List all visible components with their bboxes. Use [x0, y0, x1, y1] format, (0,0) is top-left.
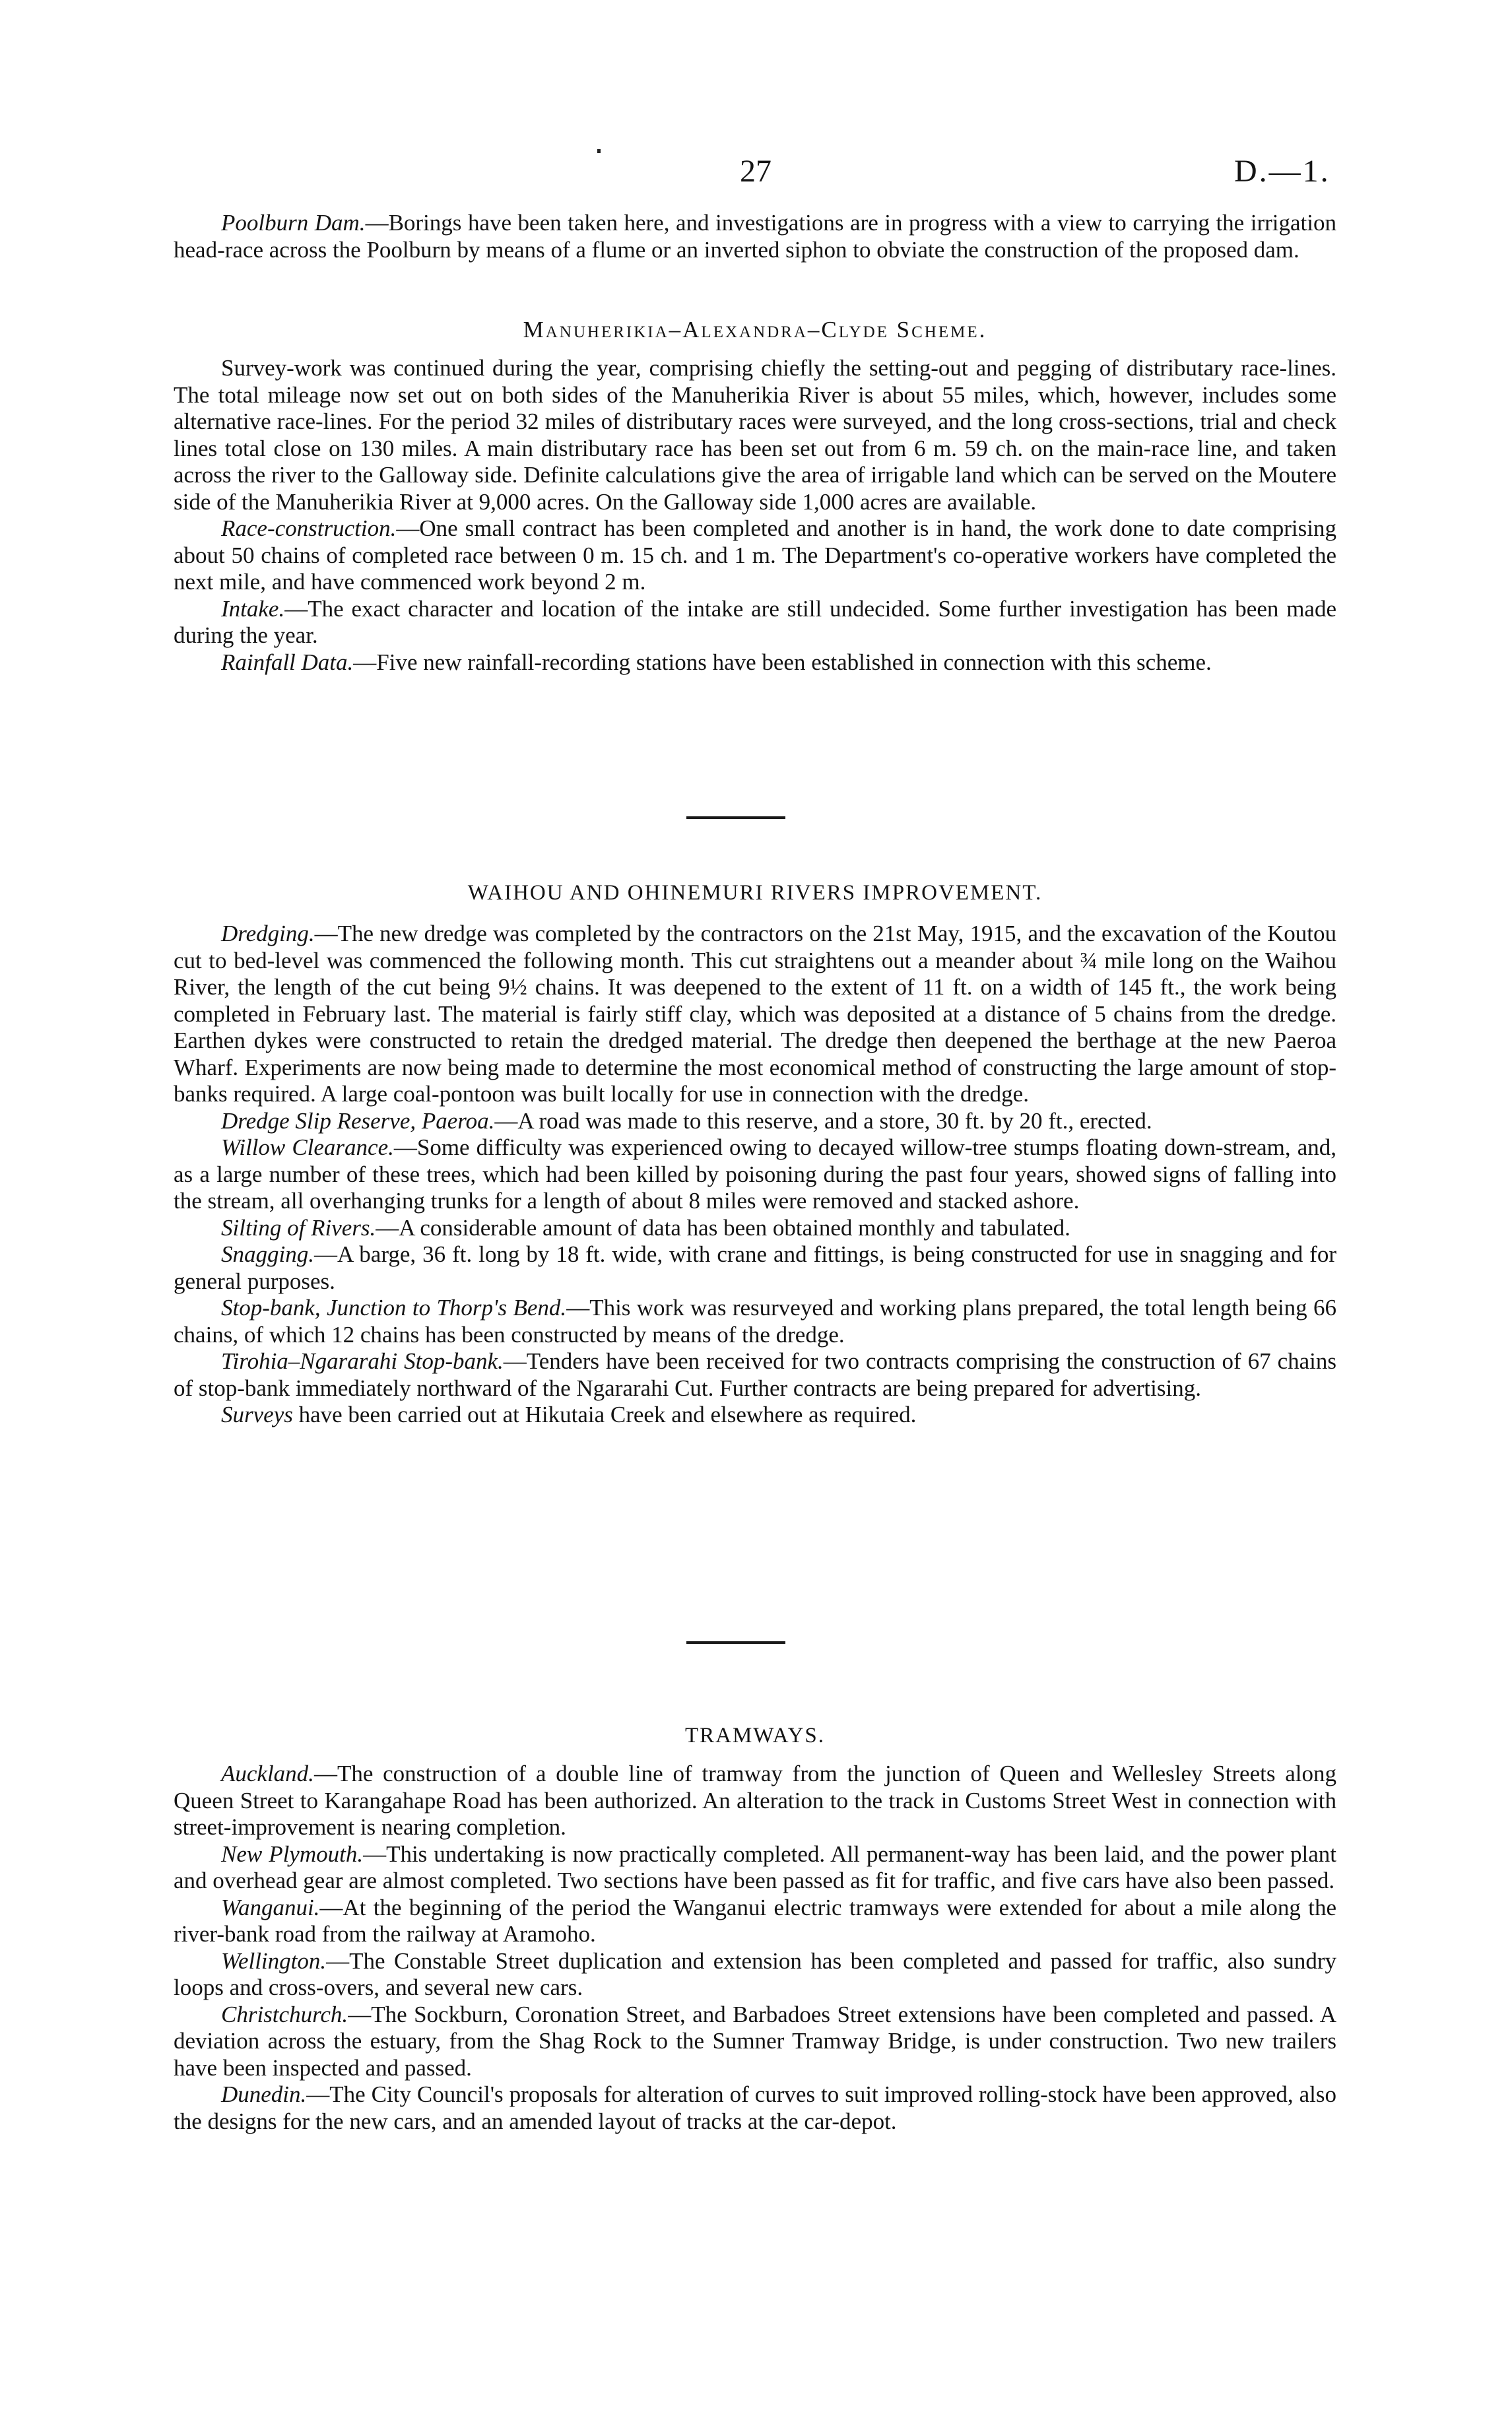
paragraph-auckland: Auckland.—The construction of a double line of tramway from the junction of Queen and Wellesley Streets along Queen Street to Karangahape Road has been authorized. An alteration to the track in Customs Street West in connection with street-improvement is nearing completion. — [174, 1761, 1336, 1840]
paragraph-wanganui: Wanganui.—At the beginning of the period the Wanganui electric tramways were extended for about a mile along the river-bank road from the railway at Aramoho. — [174, 1894, 1336, 1947]
paragraph-silting: Silting of Rivers.—A considerable amount of data has been obtained monthly and tabulated. — [221, 1214, 1070, 1241]
tramways-section — [174, 1761, 1336, 2135]
section-divider — [686, 816, 785, 819]
manuherikia-section — [174, 355, 1336, 676]
poolburn-section — [174, 210, 1336, 263]
page-number: 27 — [740, 154, 772, 189]
paragraph-dunedin: Dunedin.—The City Council's proposals for alteration of curves to suit improved rolling-stock have been approved, also the designs for the new cars, and an amended layout of tracks at the car-depot. — [174, 2081, 1336, 2134]
waihou-section — [174, 921, 1336, 1429]
paragraph-slip-reserve: Dredge Slip Reserve, Paeroa.—A road was made to this reserve, and a store, 30 ft. by 20 ft., erected. — [221, 1107, 1152, 1134]
paragraph-christchurch: Christchurch.—The Sockburn, Coronation Street, and Barbadoes Street extensions have been completed and passed. A deviation across the estuary, from the Shag Rock to the Sumner Tramway Bridge, is under construction. Two new trailers have been inspected and passed. — [174, 2001, 1336, 2081]
paragraph-survey-work: Survey-work was continued during the year, comprising chiefly the setting-out and pegging of distributary race-lines. The total mileage now set out on both sides of the Manuherikia River is about 55 miles, which, however, includes some alternative race-lines. For the period 32 miles of distributary races were surveyed, and the long cross-sections, trial and check lines total close on 130 miles. A main distributary race has been set out from 6 m. 59 ch. on the main-race line, and taken across the river to the Galloway side. Definite calculations give the area of irrigable land which can be served on the Moutere side of the Manuherikia River at 9,000 acres. On the Galloway side 1,000 acres are available. — [174, 355, 1336, 515]
paragraph-intake: Intake.—The exact character and location of the intake are still undecided. Some further investigation has been made during the year. — [174, 595, 1336, 648]
paragraph-dredging: Dredging.—The new dredge was completed by the contractors on the 21st May, 1915, and the excavation of the Koutou cut to bed-level was commenced the following month. This cut straightens out a meander about ¾ mile long on the Waihou River, the length of the cut being 9½ chains. It was deepened to the extent of 11 ft. on a width of 145 ft., the work being completed in February last. The material is fairly stiff clay, which was deposited at a distance of 5 chains from the dredge. Earthen dykes were constructed to retain the dredged material. The dredge then deepened the berthage at the new Paeroa Wharf. Experiments are now being made to determine the most economical method of constructing the large amount of stop-banks required. A large coal-pontoon was built locally for use in connection with the dredge. — [174, 921, 1336, 1107]
paragraph-rainfall-data: Rainfall Data.—Five new rainfall-recording stations have been established in connection with this scheme. — [221, 649, 1212, 675]
heading-tramways: TRAMWAYS. — [684, 1724, 826, 1747]
paragraph-snagging: Snagging.—A barge, 36 ft. long by 18 ft. wide, with crane and fittings, is being constructed for use in snagging and for general purposes. — [174, 1241, 1336, 1294]
paragraph-poolburn: Poolburn Dam.—Borings have been taken here, and investigations are in progress with a view to carrying the irrigation head-race across the Poolburn by means of a flume or an inverted siphon to obviate the construction of the proposed dam. — [174, 210, 1336, 263]
heading-waihou-ohinemuri: WAIHOU AND OHINEMURI RIVERS IMPROVEMENT. — [467, 881, 1043, 905]
paragraph-new-plymouth: New Plymouth.—This undertaking is now practically completed. All permanent-way has been laid, and the power plant and overhead gear are almost completed. Two sections have been passed as fit for traffic, and five cars have also been passed. — [174, 1841, 1336, 1893]
paragraph-surveys: Surveys have been carried out at Hikutaia Creek and elsewhere as required. — [221, 1402, 917, 1427]
paragraph-wellington: Wellington.—The Constable Street duplication and extension has been completed and passed for traffic, also sundry loops and cross-overs, and several new cars. — [174, 1947, 1336, 2000]
paragraph-race-construction: Race-construction.—One small contract has been completed and another is in hand, the work done to date comprising about 50 chains of completed race between 0 m. 15 ch. and 1 m. The Department's co-operative workers have completed the next mile, and have commenced work beyond 2 m. — [174, 515, 1336, 595]
heading-manuherikia: Manuherikia–Alexandra–Clyde Scheme. — [523, 317, 987, 343]
document-reference: D.—1. — [1234, 154, 1331, 189]
paragraph-tirohia: Tirohia–Ngararahi Stop-bank.—Tenders have been received for two contracts comprising the construction of 67 chains of stop-bank immediately northward of the Ngararahi Cut. Further contracts are being prepared for advertising. — [174, 1348, 1336, 1401]
paragraph-stop-bank: Stop-bank, Junction to Thorp's Bend.—This work was resurveyed and working plans prepared, the total length being 66 chains, of which 12 chains has been constructed by means of the dredge. — [174, 1295, 1336, 1348]
section-divider — [686, 1641, 785, 1644]
paragraph-willow-clearance: Willow Clearance.—Some difficulty was experienced owing to decayed willow-tree stumps floating down-stream, and, as a large number of these trees, which had been killed by poisoning during the past four years, showed signs of falling into the stream, all overhanging trunks for a length of about 8 miles were removed and stacked ashore. — [174, 1134, 1336, 1214]
print-speck — [597, 149, 601, 153]
